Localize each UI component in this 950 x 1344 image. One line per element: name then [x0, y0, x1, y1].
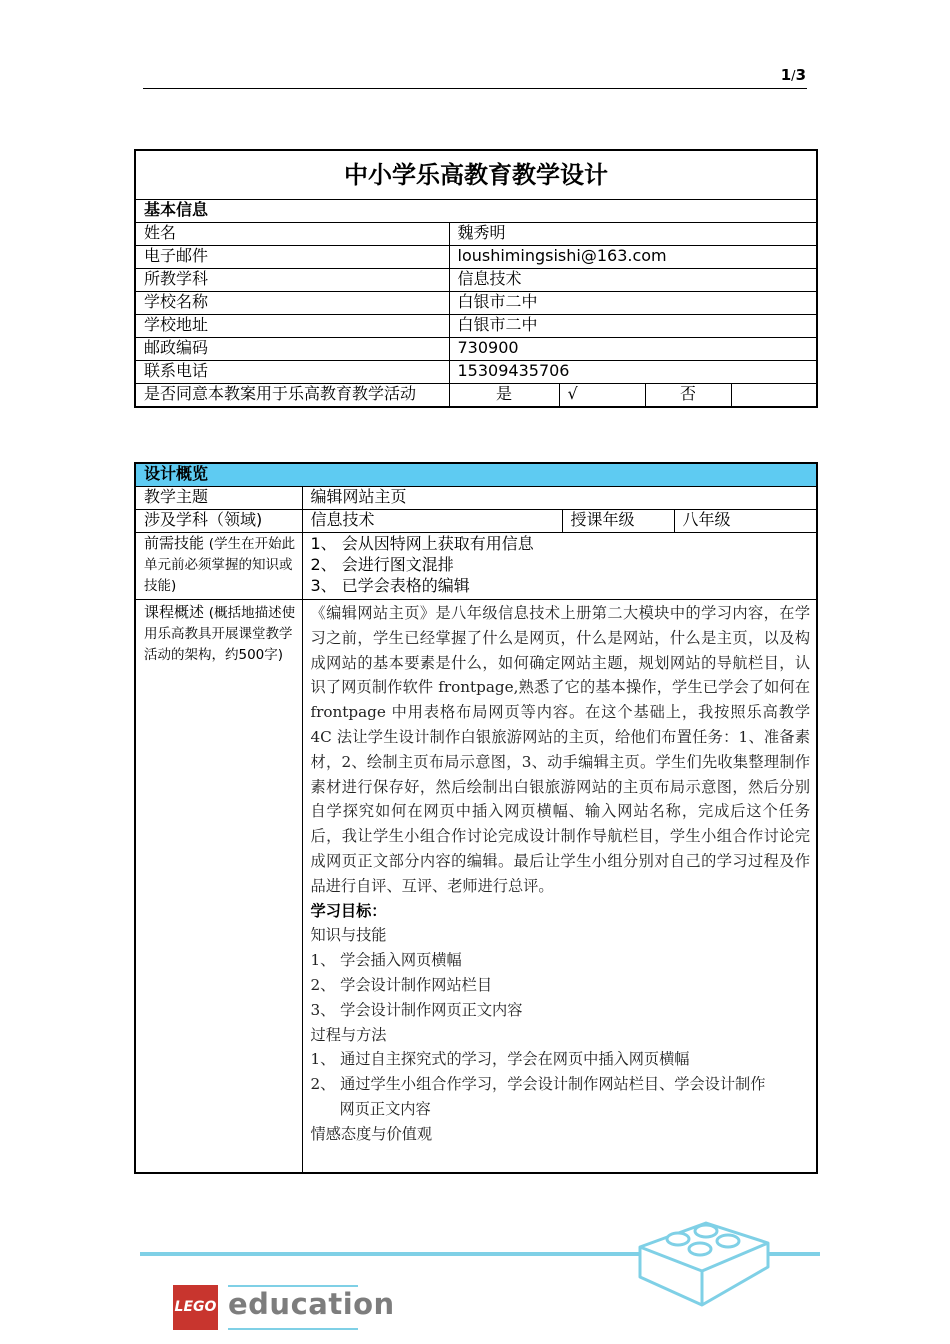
row-value: 白银市二中 — [449, 292, 817, 315]
education-logo-text: education — [228, 1287, 395, 1321]
overview-row — [135, 600, 817, 1174]
row-label: 联系电话 — [135, 361, 449, 384]
overview-label: 课程概述 — [144, 603, 205, 621]
list-item: 2、 会进行图文混排 — [310, 555, 454, 574]
subject-value: 信息技术 — [302, 510, 562, 533]
row-label: 邮政编码 — [135, 338, 449, 361]
row-value: 魏秀明 — [449, 223, 817, 246]
consent-no-label: 否 — [645, 384, 731, 408]
goals-heading: 学习目标： — [310, 901, 387, 920]
consent-row — [135, 384, 817, 408]
overview-paragraph: 《编辑网站主页》是八年级信息技术上册第二大模块中的学习内容，在学习之前，学生已经掌握了什么是网页，什么是网站，什么是主页，以及构成网站的基本要素是什么，如何确定网站主题，规划网站的导航栏目，认识了网页制作软件 frontpage,熟悉了它的基本操作，学生已学会了如何在 frontpage 中用表格布局网页等内容。在这个基础上，我按照乐高教学 4C 法让学生设计制作白银旅游网站的主页，给他们布置任务：1、准备素材，2、绘制主页布局示意图，3、动手编辑主页。学生们先收集整理制作素材进行保存好，然后绘制出白银旅游网站的主页布局示意图，然后分别自学探究如何在网页中插入网页横幅、输入网站名称，完成后这个任务后，我让学生小组合作讨论完成设计制作导航栏目，学生小组合作讨论完成网页正文部分内容的编辑。最后让学生小组分别对自己的学习过程及作品进行自评、互评、老师进行总评。 — [310, 604, 811, 895]
row-label: 所教学科 — [135, 269, 449, 292]
basic-info-table — [134, 149, 818, 408]
prereq-label-cell — [135, 533, 302, 600]
list-item: 1、 通过自主探究式的学习，学会在网页中插入网页横幅 — [310, 1050, 690, 1069]
lego-logo-icon: LEGO — [173, 1285, 218, 1330]
consent-label: 是否同意本教案用于乐高教育教学活动 — [135, 384, 449, 408]
table-row — [135, 269, 817, 292]
section-basic-info: 基本信息 — [135, 200, 817, 223]
list-item: 3、 学会设计制作网页正文内容 — [310, 1000, 523, 1019]
header-rule — [143, 88, 807, 89]
list-item: 2、 通过学生小组合作学习，学会设计制作网站栏目、学会设计制作 — [310, 1075, 766, 1094]
process-heading: 过程与方法 — [310, 1025, 387, 1044]
page-number: 1/3 — [780, 66, 806, 84]
grade-value: 八年级 — [674, 510, 817, 533]
table-row — [135, 223, 817, 246]
consent-yes-label: 是 — [449, 384, 559, 408]
prereq-note: (学生在开始此单元前必须掌握的知识或技能) — [144, 536, 296, 594]
list-item: 1、 学会插入网页横幅 — [310, 951, 462, 970]
table-row — [135, 338, 817, 361]
consent-yes-mark: √ — [559, 384, 645, 408]
row-value: 15309435706 — [449, 361, 817, 384]
design-overview-table — [134, 462, 818, 1174]
topic-value: 编辑网站主页 — [302, 487, 817, 510]
row-value: 白银市二中 — [449, 315, 817, 338]
row-label: 学校地址 — [135, 315, 449, 338]
table-row — [135, 361, 817, 384]
lego-brick-icon — [628, 1205, 778, 1315]
grade-label: 授课年级 — [562, 510, 674, 533]
list-item: 2、 学会设计制作网站栏目 — [310, 975, 493, 994]
prereq-list — [302, 533, 817, 600]
consent-no-mark — [731, 384, 817, 408]
section-design-overview: 设计概览 — [135, 463, 817, 487]
topic-label: 教学主题 — [135, 487, 302, 510]
table-row — [135, 246, 817, 269]
overview-label-cell — [135, 600, 302, 1174]
prereq-label: 前需技能 — [144, 534, 205, 552]
document-title: 中小学乐高教育教学设计 — [135, 150, 817, 200]
table-row — [135, 292, 817, 315]
emotion-heading: 情感态度与价值观 — [310, 1124, 432, 1143]
table-row — [135, 315, 817, 338]
knowledge-heading: 知识与技能 — [310, 926, 387, 945]
row-label: 姓名 — [135, 223, 449, 246]
row-label: 学校名称 — [135, 292, 449, 315]
list-item: 3、 已学会表格的编辑 — [310, 576, 470, 595]
row-label: 电子邮件 — [135, 246, 449, 269]
overview-content — [302, 600, 817, 1174]
topic-row — [135, 487, 817, 510]
list-item: 1、 会从因特网上获取有用信息 — [310, 534, 534, 553]
row-value: loushimingsishi@163.com — [449, 246, 817, 269]
subject-label: 涉及学科（领域) — [135, 510, 302, 533]
subject-row — [135, 510, 817, 533]
overview-note: (概括地描述使用乐高教具开展课堂教学活动的架构，约500字) — [144, 605, 296, 663]
logo-rule-bottom — [228, 1328, 358, 1330]
list-item-continuation: 网页正文内容 — [339, 1099, 431, 1118]
row-value: 信息技术 — [449, 269, 817, 292]
prereq-row — [135, 533, 817, 600]
row-value: 730900 — [449, 338, 817, 361]
